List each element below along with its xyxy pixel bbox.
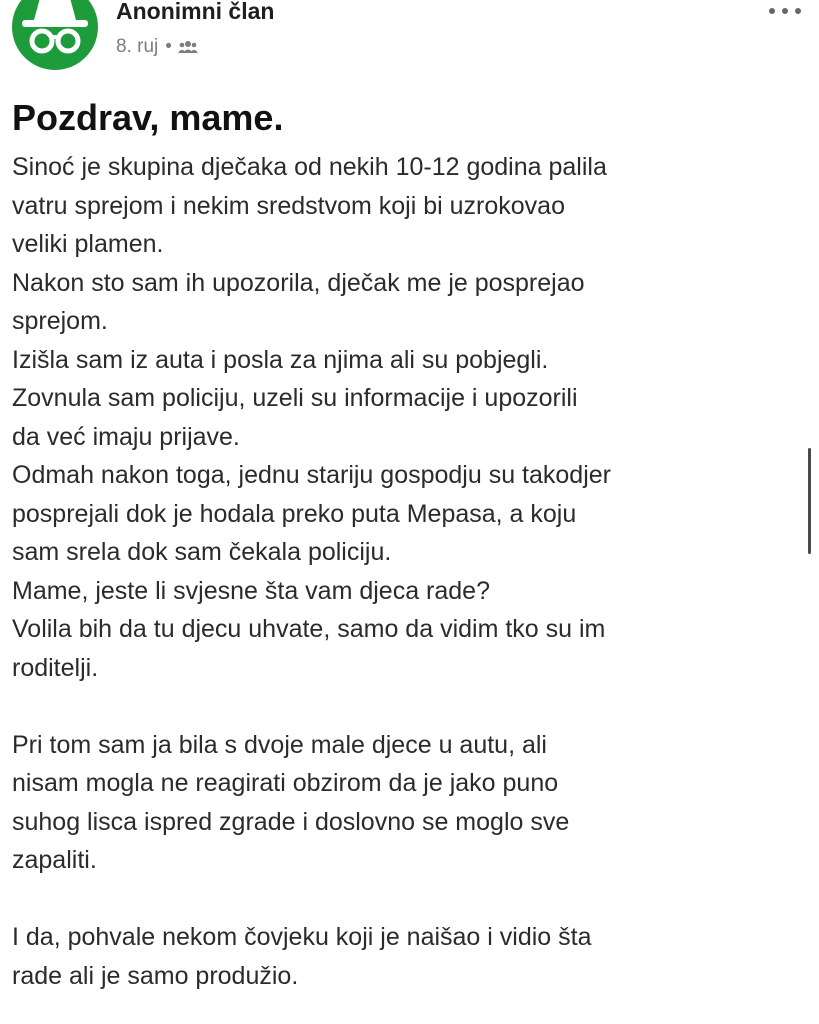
body-line: da već imaju prijave.: [12, 422, 240, 451]
post-meta: [116, 35, 198, 59]
body-line: Mame, jeste li svjesne šta vam djeca rade?: [12, 576, 490, 605]
group-icon: [178, 39, 198, 55]
meta-separator: •: [165, 36, 172, 57]
body-line: Nakon sto sam ih upozorila, dječak me je posprejao: [12, 268, 585, 297]
body-line: Sinoć je skupina dječaka od nekih 10-12 godina palila: [12, 153, 607, 181]
more-options-button[interactable]: [763, 0, 807, 24]
body-line: vatru sprejom i nekim sredstvom koji bi uzrokovao: [12, 191, 565, 220]
body-line: roditelji.: [12, 653, 99, 682]
scrollbar[interactable]: [808, 448, 811, 554]
body-line: Zovnula sam policiju, uzeli su informacije i upozorili: [12, 384, 578, 412]
incognito-icon: [12, 0, 98, 70]
body-line: Pri tom sam ja bila s dvoje male djece u autu, ali: [12, 730, 547, 759]
body-line: suhog lisca ispred zgrade i doslovno se moglo sve: [12, 807, 570, 836]
body-line: Izišla sam iz auta i posla za njima ali su pobjegli.: [12, 345, 549, 374]
body-line: Odmah nakon toga, jednu stariju gospodju su takodjer: [12, 461, 611, 489]
body-line: Volila bih da tu djecu uhvate, samo da vidim tko su im: [12, 615, 606, 643]
paragraph-gap: [12, 687, 802, 726]
body-line: sprejom.: [12, 307, 108, 335]
post-title: Pozdrav, mame.: [12, 97, 284, 138]
body-line: posprejali dok je hodala preko puta Mepasa, a koju: [12, 499, 577, 528]
more-options-icon: [767, 7, 803, 15]
body-line: sam srela dok sam čekala policiju.: [12, 538, 392, 566]
body-line: rade ali je samo produžio.: [12, 961, 299, 990]
body-line: veliki plamen.: [12, 230, 164, 258]
avatar[interactable]: [12, 0, 98, 70]
body-line: zapaliti.: [12, 846, 97, 874]
body-line: nisam mogla ne reagirati obzirom da je jako puno: [12, 769, 559, 797]
paragraph-gap: [12, 880, 802, 919]
author-name[interactable]: Anonimni član: [116, 0, 275, 24]
post-date[interactable]: 8. ruj: [116, 36, 159, 57]
body-line: I da, pohvale nekom čovjeku koji je naišao i vidio šta: [12, 923, 592, 951]
post-body: [12, 148, 802, 995]
